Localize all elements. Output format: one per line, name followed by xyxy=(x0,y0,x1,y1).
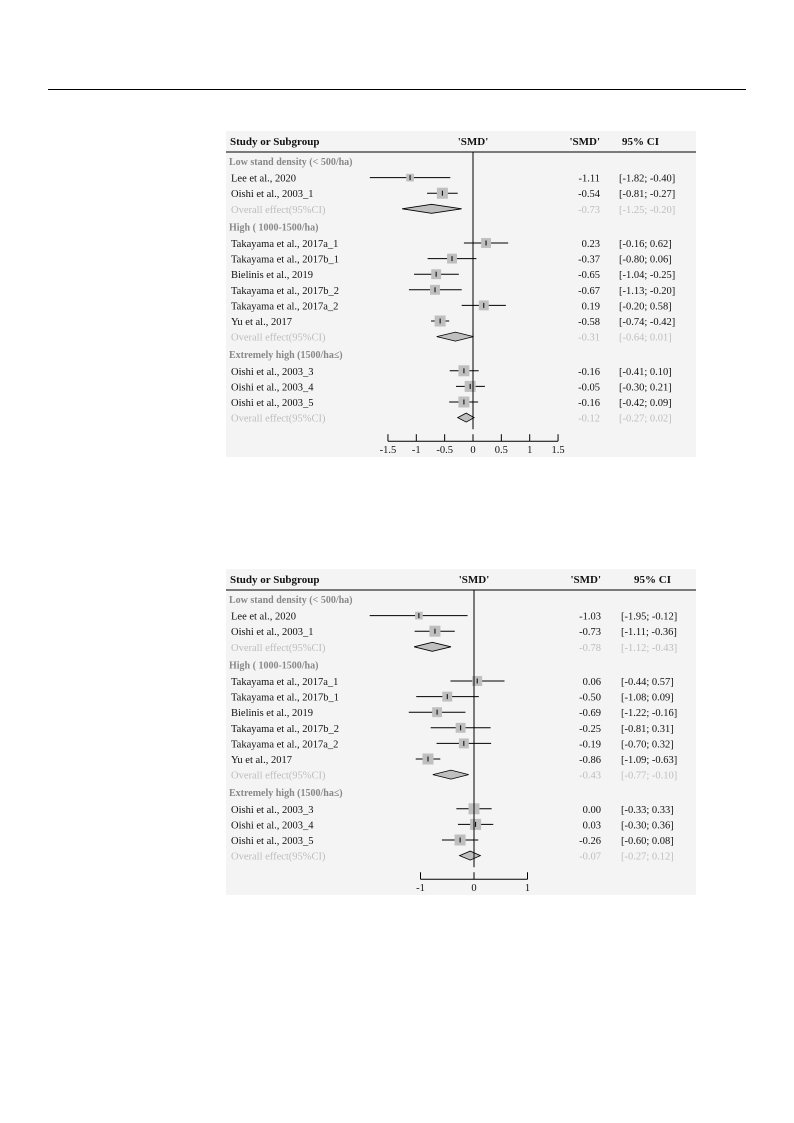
study-ci: [-0.16; 0.62] xyxy=(619,239,672,250)
subgroup-label: High ( 1000-1500/ha) xyxy=(229,222,319,234)
overall-smd: -0.78 xyxy=(579,642,601,654)
study-name: Oishi et al., 2003_4 xyxy=(231,820,314,832)
header-study: Study or Subgroup xyxy=(230,574,320,586)
study-smd: -0.19 xyxy=(579,739,601,751)
header-ci: 95% CI xyxy=(634,574,671,586)
study-name: Oishi et al., 2003_3 xyxy=(231,366,314,378)
subgroup-label: Low stand density (< 500/ha) xyxy=(229,595,353,606)
study-ci: [-1.82; -0.40] xyxy=(619,173,676,185)
study-ci: [-1.95; -0.12] xyxy=(621,611,678,623)
x-axis-tick-label: 1.5 xyxy=(551,445,565,457)
study-ci: [-0.33; 0.33] xyxy=(621,804,674,816)
overall-label: Overall effect(95%CI) xyxy=(231,204,326,216)
header-smd: 'SMD' xyxy=(569,136,600,148)
header-plot: 'SMD' xyxy=(458,574,490,586)
study-smd: -0.58 xyxy=(578,317,600,328)
study-ci: [-0.80; 0.06] xyxy=(619,254,672,266)
study-name: Oishi et al., 2003_1 xyxy=(231,189,314,201)
overall-ci: [-0.27; 0.12] xyxy=(621,851,674,863)
forest-plot-1 xyxy=(226,131,696,457)
study-name: Yu et al., 2017 xyxy=(231,755,292,766)
overall-ci: [-0.77; -0.10] xyxy=(621,770,678,782)
study-smd: 0.23 xyxy=(581,239,600,250)
study-name: Takayama et al., 2017b_2 xyxy=(231,723,340,735)
study-smd: -0.16 xyxy=(578,398,600,409)
overall-label: Overall effect(95%CI) xyxy=(231,413,326,425)
study-smd: -0.86 xyxy=(579,755,601,766)
subgroup-label: Low stand density (< 500/ha) xyxy=(229,157,353,168)
study-smd: -0.69 xyxy=(579,708,601,720)
study-ci: [-0.42; 0.09] xyxy=(619,398,672,409)
overall-diamond xyxy=(437,332,474,341)
study-name: Takayama et al., 2017a_1 xyxy=(231,677,339,688)
study-smd: -0.16 xyxy=(578,366,600,378)
header-smd: 'SMD' xyxy=(570,574,601,586)
study-smd: -1.03 xyxy=(579,611,601,623)
study-smd: -0.67 xyxy=(578,285,600,297)
study-ci: [-0.74; -0.42] xyxy=(619,317,676,328)
overall-label: Overall effect(95%CI) xyxy=(231,851,326,863)
page-header-rule xyxy=(48,89,746,90)
study-name: Oishi et al., 2003_5 xyxy=(231,836,314,847)
subgroup-label: Extremely high (1500/ha≤) xyxy=(229,788,343,800)
study-name: Yu et al., 2017 xyxy=(231,317,292,328)
study-ci: [-0.81; 0.31] xyxy=(621,723,674,735)
study-smd: -0.73 xyxy=(579,627,601,639)
study-name: Takayama et al., 2017a_1 xyxy=(231,239,339,250)
x-axis-tick-label: 0 xyxy=(470,445,476,457)
overall-label: Overall effect(95%CI) xyxy=(231,332,326,344)
overall-smd: -0.73 xyxy=(578,204,600,216)
study-smd: -0.26 xyxy=(579,836,601,847)
study-ci: [-0.44; 0.57] xyxy=(621,677,674,688)
x-axis-tick-label: 1 xyxy=(524,883,531,895)
x-axis-tick-label: 0 xyxy=(471,883,477,895)
study-ci: [-0.20; 0.58] xyxy=(619,301,672,313)
overall-ci: [-1.12; -0.43] xyxy=(621,642,678,654)
study-ci: [-0.81; -0.27] xyxy=(619,189,676,201)
study-smd: -0.54 xyxy=(578,189,600,201)
forest-plot-1-svg xyxy=(226,131,696,457)
overall-diamond xyxy=(433,770,469,779)
study-ci: [-1.08; 0.09] xyxy=(621,692,674,704)
study-name: Takayama et al., 2017a_2 xyxy=(231,301,339,313)
study-smd: -0.37 xyxy=(578,254,600,266)
x-axis-tick-label: 1 xyxy=(527,445,533,457)
overall-smd: -0.31 xyxy=(578,332,600,344)
study-smd: -0.25 xyxy=(579,723,601,735)
study-smd: 0.06 xyxy=(582,677,601,688)
study-smd: -0.05 xyxy=(578,382,600,394)
study-ci: [-1.04; -0.25] xyxy=(619,270,676,282)
study-name: Bielinis et al., 2019 xyxy=(231,708,313,720)
study-name: Lee et al., 2020 xyxy=(231,611,297,623)
study-ci: [-1.13; -0.20] xyxy=(619,285,676,297)
study-name: Bielinis et al., 2019 xyxy=(231,270,313,282)
overall-ci: [-0.27; 0.02] xyxy=(619,413,672,425)
x-axis-tick-label: -0.5 xyxy=(436,445,453,457)
study-smd: 0.19 xyxy=(581,301,600,313)
subgroup-label: High ( 1000-1500/ha) xyxy=(229,660,319,672)
x-axis-tick-label: -1 xyxy=(411,445,421,457)
overall-ci: [-1.25; -0.20] xyxy=(619,204,676,216)
x-axis-tick-label: -1 xyxy=(416,883,425,895)
study-smd: -1.11 xyxy=(578,173,600,185)
overall-label: Overall effect(95%CI) xyxy=(231,642,326,654)
header-plot: 'SMD' xyxy=(457,136,489,148)
study-ci: [-0.30; 0.21] xyxy=(619,382,672,394)
study-smd: 0.03 xyxy=(582,820,601,832)
overall-smd: -0.07 xyxy=(579,851,601,863)
overall-smd: -0.12 xyxy=(578,413,600,425)
header-study: Study or Subgroup xyxy=(230,136,320,148)
overall-ci: [-0.64; 0.01] xyxy=(619,332,672,344)
study-name: Takayama et al., 2017b_2 xyxy=(231,285,340,297)
study-ci: [-0.41; 0.10] xyxy=(619,366,672,378)
study-name: Lee et al., 2020 xyxy=(231,173,297,185)
study-smd: -0.65 xyxy=(578,270,600,282)
study-name: Takayama et al., 2017a_2 xyxy=(231,739,339,751)
study-name: Oishi et al., 2003_1 xyxy=(231,627,314,639)
study-name: Takayama et al., 2017b_1 xyxy=(231,254,340,266)
forest-plot-2-svg xyxy=(226,569,696,895)
study-ci: [-1.09; -0.63] xyxy=(621,755,678,766)
study-ci: [-1.22; -0.16] xyxy=(621,708,678,720)
study-name: Takayama et al., 2017b_1 xyxy=(231,692,340,704)
overall-diamond xyxy=(402,204,462,213)
study-ci: [-0.70; 0.32] xyxy=(621,739,674,751)
overall-label: Overall effect(95%CI) xyxy=(231,770,326,782)
x-axis-tick-label: -1.5 xyxy=(379,445,397,457)
study-name: Oishi et al., 2003_5 xyxy=(231,398,314,409)
study-ci: [-1.11; -0.36] xyxy=(621,627,677,639)
study-smd: -0.50 xyxy=(579,692,601,704)
study-smd: 0.00 xyxy=(582,804,601,816)
x-axis-tick-label: 0.5 xyxy=(494,445,508,457)
study-name: Oishi et al., 2003_3 xyxy=(231,804,314,816)
overall-diamond xyxy=(460,851,481,860)
header-ci: 95% CI xyxy=(622,136,659,148)
overall-diamond xyxy=(458,413,474,422)
forest-plot-2 xyxy=(226,569,696,895)
study-name: Oishi et al., 2003_4 xyxy=(231,382,314,394)
overall-smd: -0.43 xyxy=(579,770,601,782)
study-ci: [-0.30; 0.36] xyxy=(621,820,674,832)
overall-diamond xyxy=(414,642,451,651)
study-ci: [-0.60; 0.08] xyxy=(621,836,674,847)
subgroup-label: Extremely high (1500/ha≤) xyxy=(229,350,343,362)
